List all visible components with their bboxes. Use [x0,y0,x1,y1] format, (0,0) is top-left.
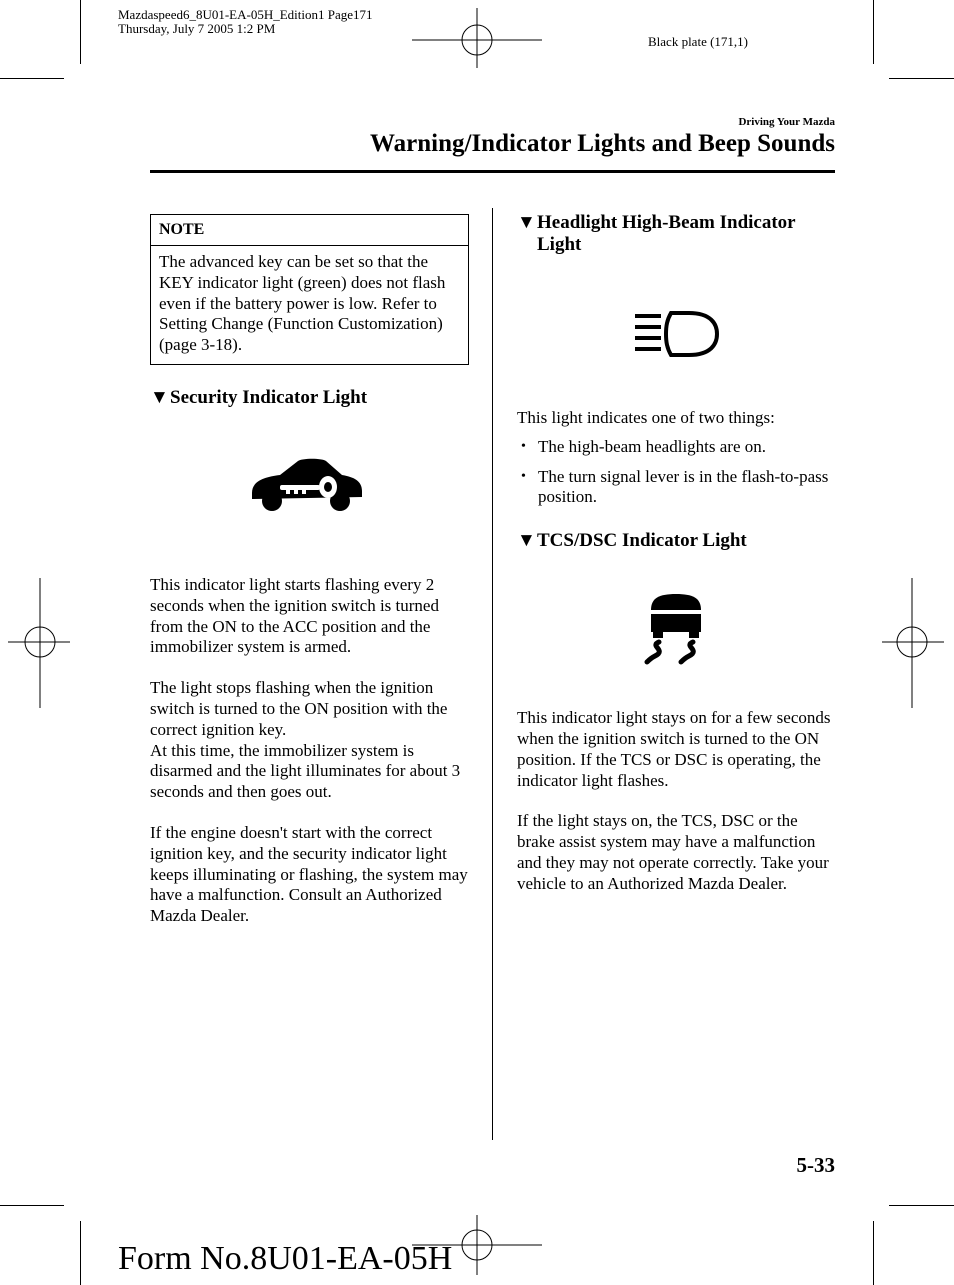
highbeam-heading-text: Headlight High-Beam Indicator Light [537,212,796,255]
security-paragraph-2: The light stops flashing when the ignition switch is turned to the ON position with the correct ignition key. [150,678,448,739]
high-beam-icon [633,310,719,360]
security-paragraph-4: If the engine doesn't start with the correct ignition key, and the security indicator light keeps illuminating or flashing, the system may have a malfunction. Consult an Authorized Mazda Dealer. [150,822,468,926]
highbeam-icon-area [517,256,836,408]
print-date-line: Thursday, July 7 2005 1:2 PM [118,21,276,36]
registration-mark-left [8,578,70,708]
plate-label: Black plate (171,1) [648,34,748,49]
tcs-heading-text: TCS/DSC Indicator Light [537,530,747,552]
list-item: • The turn signal lever is in the flash-to-pass position. [517,467,836,509]
left-column [150,214,469,927]
list-item: • The high-beam headlights are on. [517,437,836,458]
note-box [150,214,469,365]
tcs-paragraph-2: If the light stays on, the TCS, DSC or the brake assist system may have a malfunction and they may not operate correctly. Take your vehicle to an Authorized Mazda Dealer. [517,811,829,893]
security-icon-area [150,409,469,575]
security-heading [150,387,469,409]
registration-mark-right [882,578,944,708]
triangle-marker-icon: ▼ [517,212,536,233]
highbeam-heading [517,212,836,256]
section-label: Driving Your Mazda [738,116,835,128]
print-file-line: Mazdaspeed6_8U01-EA-05H_Edition1 Page171 [118,7,373,22]
highbeam-bullet-list [517,437,836,508]
triangle-marker-icon: ▼ [150,386,169,408]
skidding-car-icon [643,590,709,666]
page-title: Warning/Indicator Lights and Beep Sounds [370,130,835,157]
registration-mark-top [412,8,542,68]
form-number: Form No.8U01-EA-05H [118,1240,453,1277]
column-divider [492,208,493,1140]
tcs-heading [517,530,836,552]
print-meta [118,8,373,36]
triangle-marker-icon: ▼ [517,530,536,552]
right-column [517,212,836,895]
security-heading-text: Security Indicator Light [170,386,368,408]
security-paragraph-1: This indicator light starts flashing every 2 seconds when the ignition switch is turned from the ON to the ACC position and the immobilizer system is armed. [150,574,439,657]
note-title: NOTE [151,215,468,246]
highbeam-intro: This light indicates one of two things: [517,408,775,427]
page-number: 5-33 [796,1153,835,1177]
tcs-paragraph-1: This indicator light stays on for a few seconds when the ignition switch is turned to the ON position. If the TCS or DSC is operating, the indicator light flashes. [517,708,831,790]
car-key-icon [250,457,364,515]
tcs-icon-area [517,552,836,708]
note-text: The advanced key can be set so that the KEY indicator light (green) does not flash even if the battery power is low. Refer to Setting Change (Function Customization)(page 3-18). [159,252,446,355]
header-rule [150,170,835,173]
security-paragraph-3: At this time, the immobilizer system is disarmed and the light illuminates for about 3 seconds and then goes out. [150,740,461,802]
